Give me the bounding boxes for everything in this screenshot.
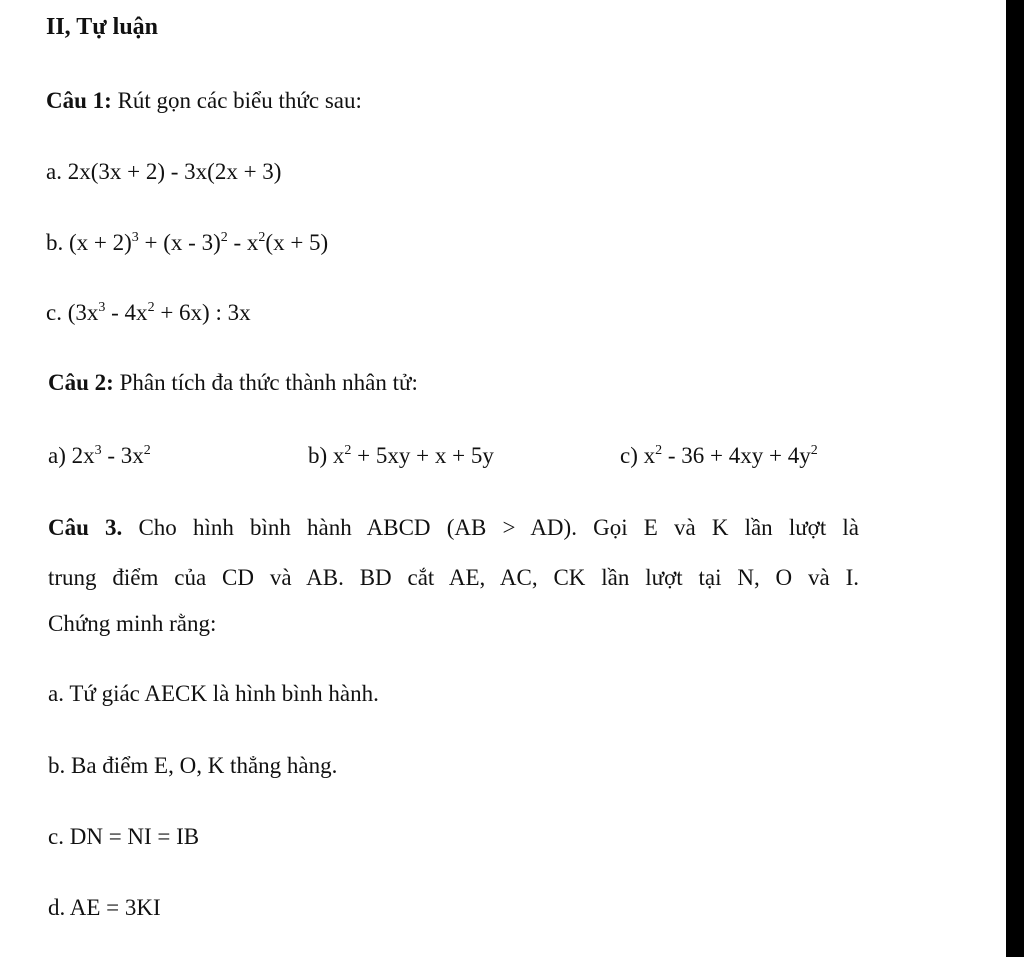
item-label: a. <box>46 159 62 184</box>
item-text: DN = NI = IB <box>69 824 200 849</box>
item-label: a. <box>48 681 64 706</box>
question-3-item-b <box>48 751 337 781</box>
expression: $x^2 - 36 + 4xy + 4y^2$ <box>643 443 818 468</box>
question-3-line-3: Chứng minh rằng: <box>48 611 217 636</box>
question-1-item-a <box>46 157 281 187</box>
expression: 2x(3x + 2) - 3x(2x + 3) <box>67 159 282 184</box>
question-1-heading <box>46 86 362 116</box>
question-3-label: Câu 3. <box>48 515 123 540</box>
item-label: b. <box>48 753 66 778</box>
question-2-label: Câu 2: <box>48 370 114 395</box>
expression: $x^2 + 5xy + x + 5y$ <box>332 443 494 468</box>
item-text: Tứ giác AECK là hình bình hành. <box>69 681 379 706</box>
item-label: c. <box>46 300 62 325</box>
expression: $(3x^3 - 4x^2 + 6x)$ : 3x <box>67 300 251 325</box>
item-label: b. <box>46 230 64 255</box>
item-label: a) <box>48 443 66 468</box>
question-1-text: Rút gọn các biểu thức sau: <box>117 88 362 113</box>
item-label: c. <box>48 824 64 849</box>
right-edge-bar <box>1006 0 1024 957</box>
item-text: AE = 3KI <box>69 895 161 920</box>
question-3-item-a <box>48 679 379 709</box>
question-2-item-a <box>48 441 151 471</box>
section-title: II, Tự luận <box>46 14 159 40</box>
question-1-label: Câu 1: <box>46 88 112 113</box>
question-3-line-2: trung điểm của CD và AB. BD cắt AE, AC, CK lần lượt tại N, O và I. <box>48 565 859 590</box>
question-2-item-c <box>620 441 818 471</box>
question-2-text: Phân tích đa thức thành nhân tử: <box>119 370 418 395</box>
question-3-item-c <box>48 822 199 852</box>
item-label: c) <box>620 443 638 468</box>
question-2-item-b <box>308 441 494 471</box>
expression: $2x^3 - 3x^2$ <box>71 443 151 468</box>
question-3-line-1 <box>48 513 859 543</box>
question-3-item-d <box>48 893 161 923</box>
item-label: d. <box>48 895 66 920</box>
question-2-heading <box>48 368 418 398</box>
expression: $(x + 2)^3 + (x - 3)^2 - x^2(x + 5)$ <box>69 230 329 255</box>
question-1-item-b <box>46 228 328 258</box>
question-1-item-c <box>46 298 251 328</box>
item-text: Ba điểm E, O, K thẳng hàng. <box>71 753 338 778</box>
item-label: b) <box>308 443 328 468</box>
question-3-text-1: Cho hình bình hành ABCD (AB > AD). Gọi E và K lần lượt là <box>138 515 859 540</box>
